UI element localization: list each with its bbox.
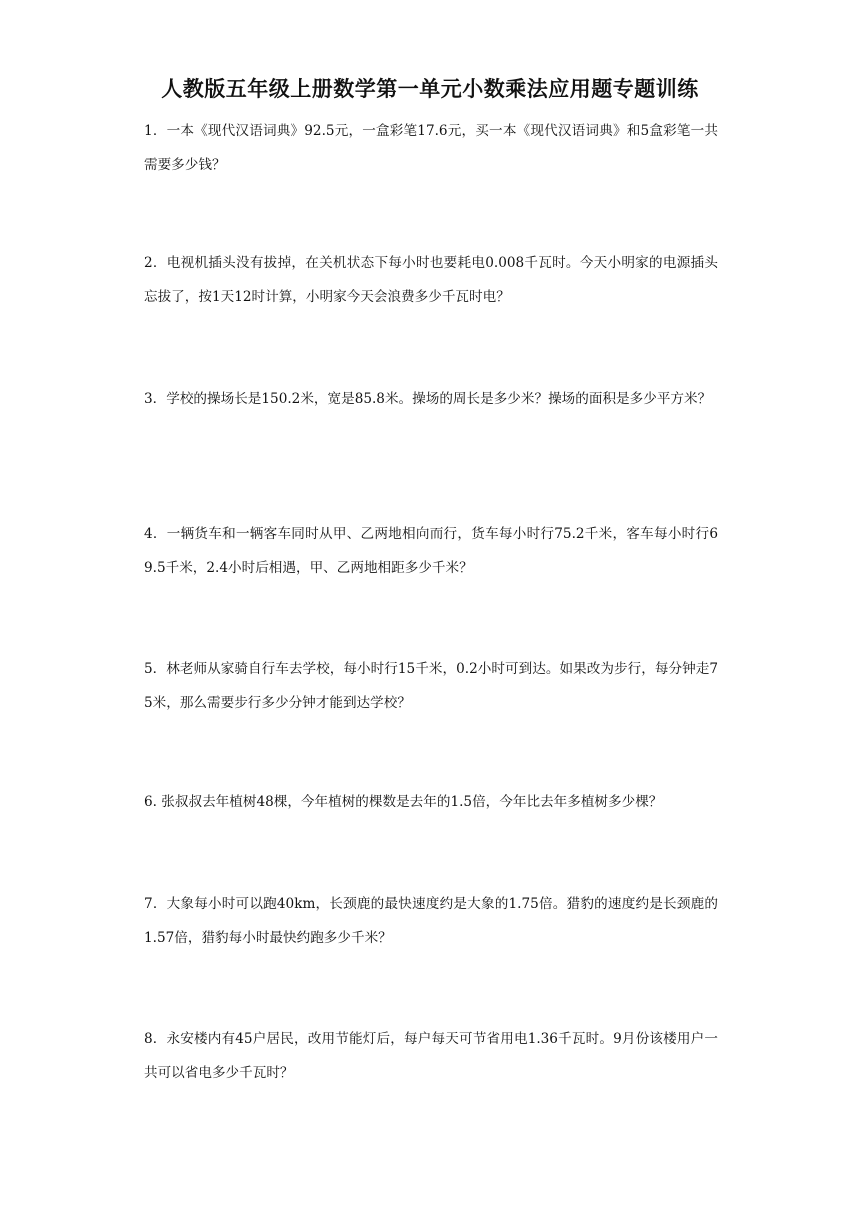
question-8: 8．永安楼内有45户居民，改用节能灯后，每户每天可节省用电1.36千瓦时。9月份该楼用户一共可以省电多少千瓦时？	[144, 1031, 718, 1081]
question-6: 6. 张叔叔去年植树48棵，今年植树的棵数是去年的1.5倍，今年比去年多植树多少棵？	[144, 794, 663, 810]
page-title: 人教版五年级上册数学第一单元小数乘法应用题专题训练	[161, 76, 699, 101]
question-2: 2．电视机插头没有拔掉，在关机状态下每小时也要耗电0.008千瓦时。今天小明家的电源插头忘拔了，按1天12时计算，小明家今天会浪费多少千瓦时电？	[144, 255, 718, 305]
question-3: 3．学校的操场长是150.2米，宽是85.8米。操场的周长是多少米？操场的面积是多少平方米？	[144, 391, 712, 407]
question-5: 5．林老师从家骑自行车去学校，每小时行15千米，0.2小时可到达。如果改为步行，每分钟走75米，那么需要步行多少分钟才能到达学校？	[144, 661, 718, 711]
question-1: 1．一本《现代汉语词典》92.5元，一盒彩笔17.6元，买一本《现代汉语词典》和5盒彩笔一共需要多少钱？	[144, 123, 718, 173]
question-7: 7．大象每小时可以跑40km，长颈鹿的最快速度约是大象的1.75倍。猎豹的速度约是长颈鹿的1.57倍，猎豹每小时最快约跑多少千米？	[144, 896, 718, 946]
question-4: 4．一辆货车和一辆客车同时从甲、乙两地相向而行，货车每小时行75.2千米，客车每小时行69.5千米，2.4小时后相遇，甲、乙两地相距多少千米？	[144, 526, 718, 576]
